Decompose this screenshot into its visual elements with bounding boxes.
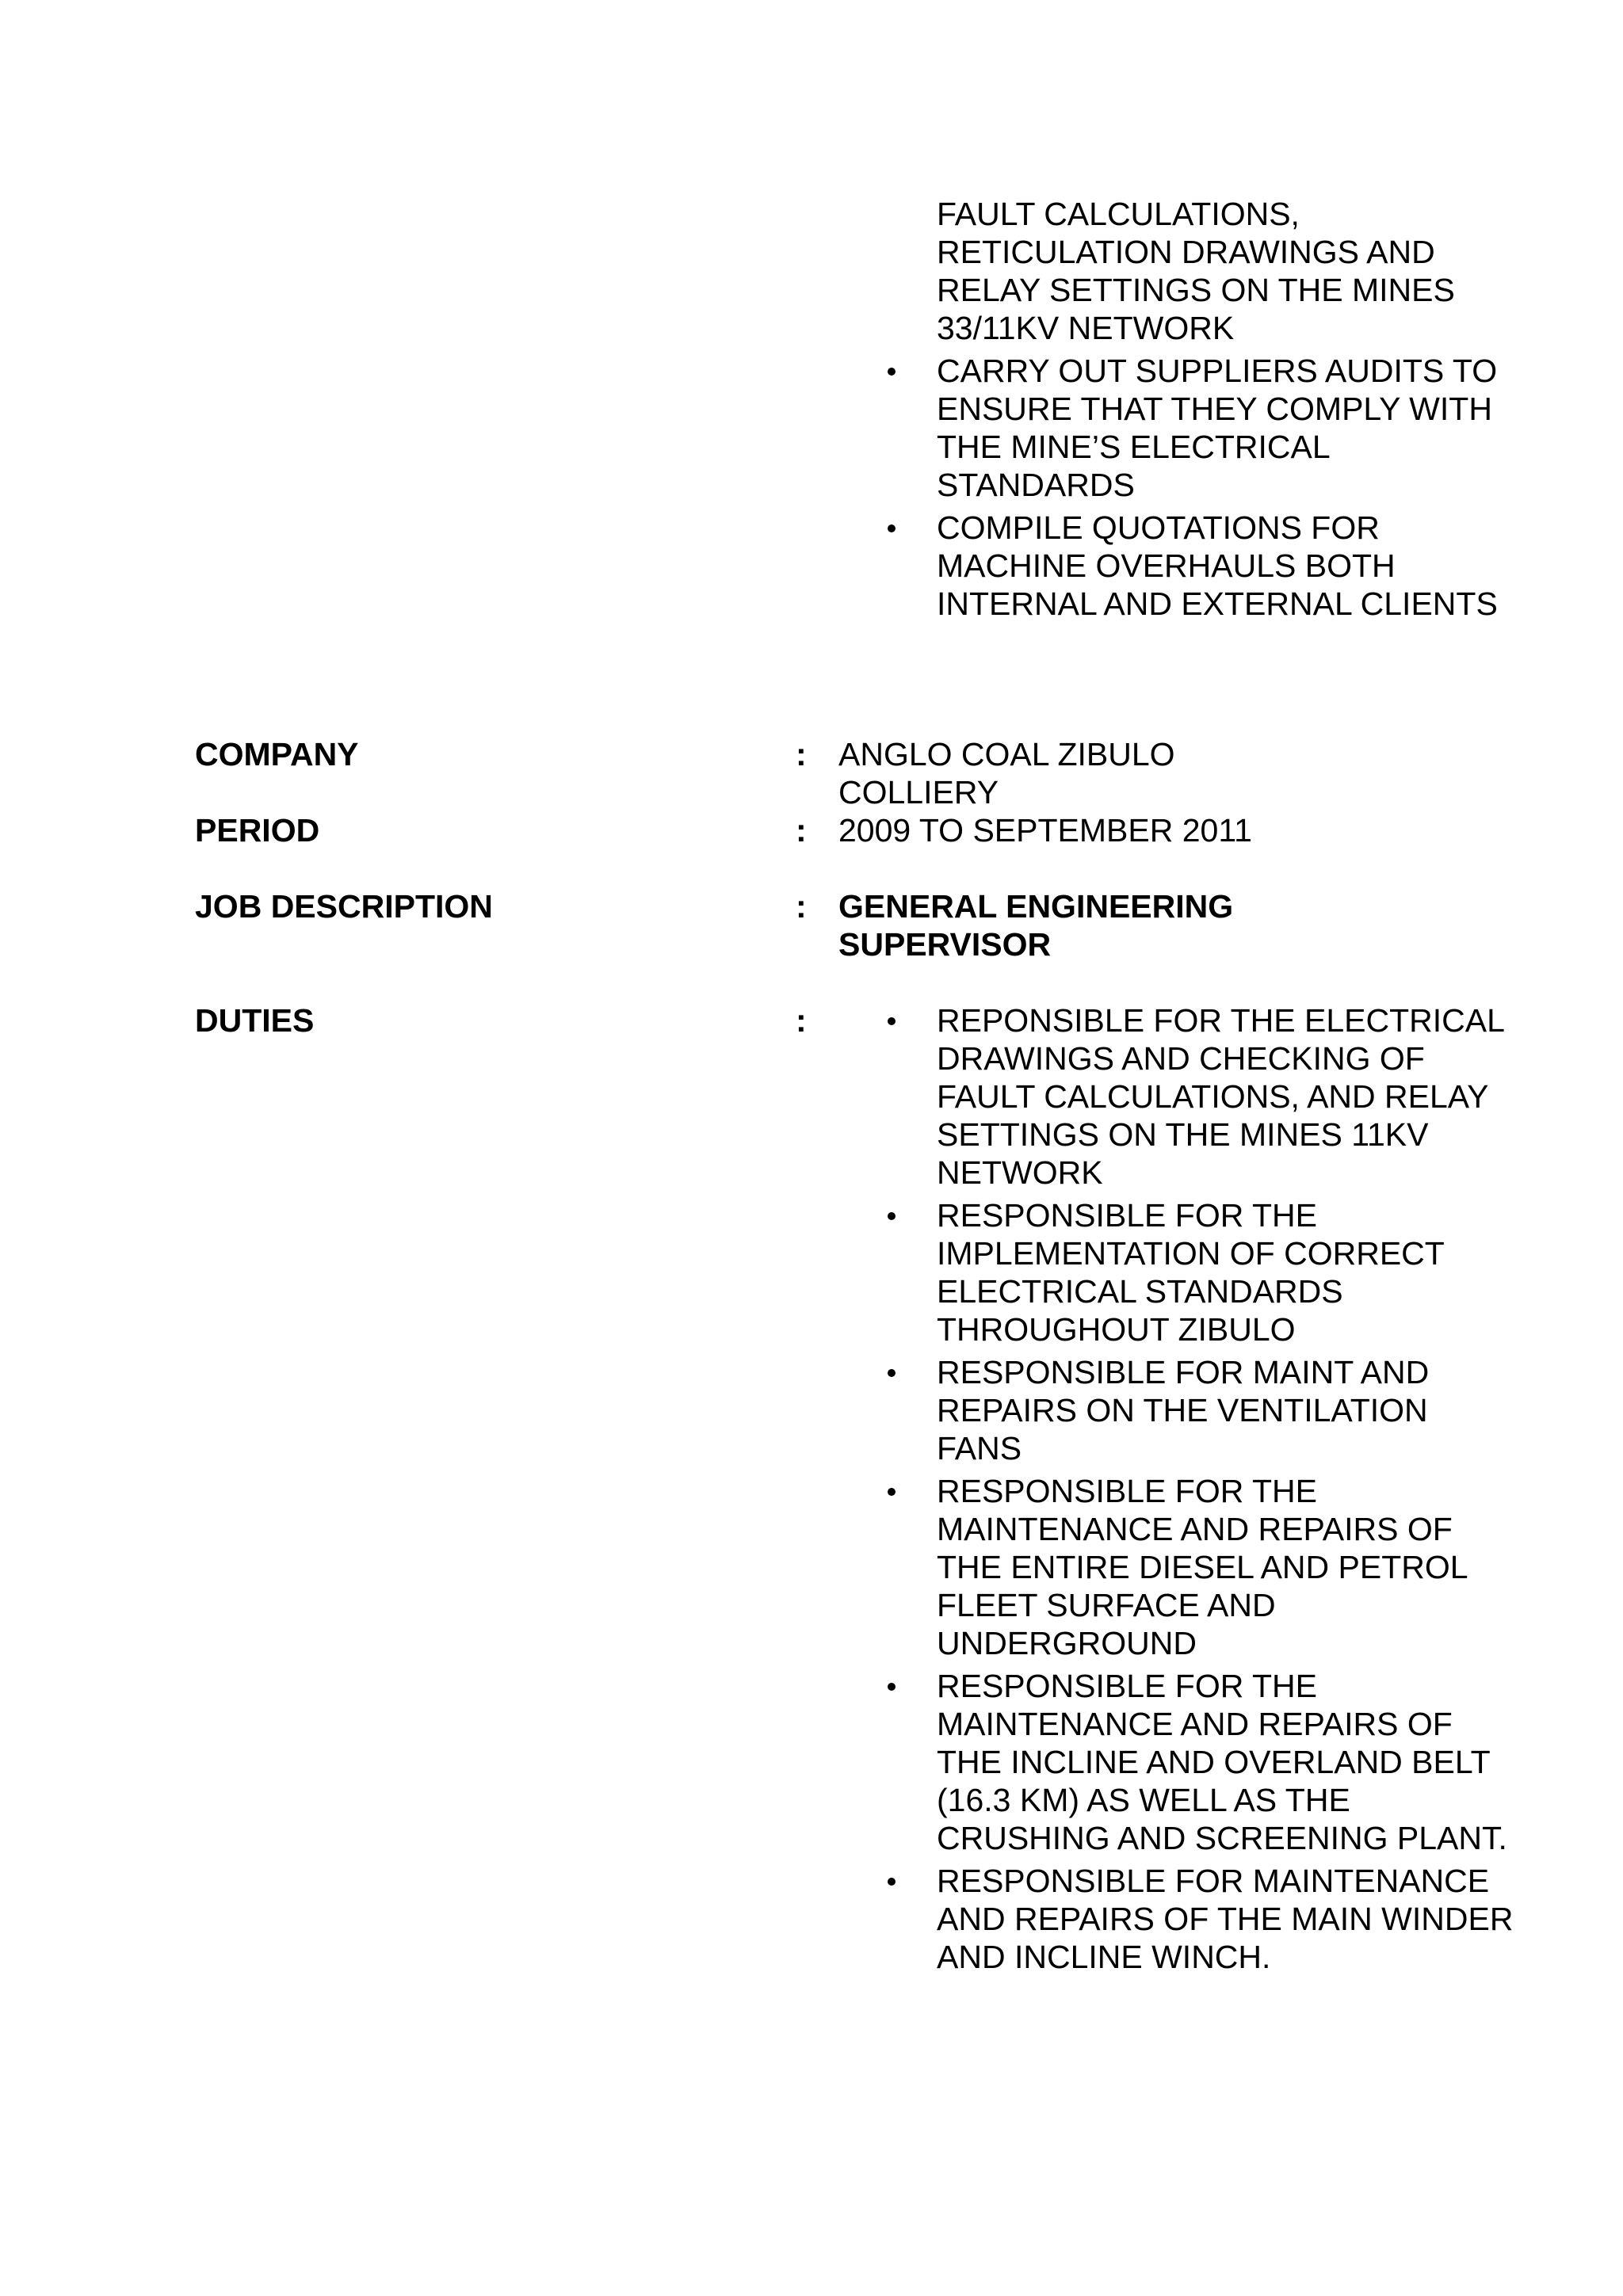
list-item — [880, 352, 1514, 504]
list-item-text: FAULT CALCULATIONS, RETICULATION DRAWINGS AND RELAY SETTINGS ON THE MINES 33/11KV NETWORK — [937, 196, 1455, 346]
bullet-icon — [888, 1017, 896, 1025]
list-item-text: COMPILE QUOTATIONS FOR MACHINE OVERHAULS BOTH INTERNAL AND EXTERNAL CLIENTS — [937, 509, 1498, 622]
company-value: ANGLO COAL ZIBULO COLLIERY — [838, 736, 1175, 810]
list-item — [880, 1001, 1514, 1192]
list-item — [880, 1353, 1514, 1467]
list-item — [880, 1862, 1514, 1976]
bullet-icon — [888, 1878, 896, 1886]
separator-colon: : — [796, 736, 807, 772]
list-item-text: RESPONSIBLE FOR MAINT AND REPAIRS ON THE VENTILATION FANS — [937, 1354, 1430, 1466]
list-item-text: REPONSIBLE FOR THE ELECTRICAL DRAWINGS AND CHECKING OF FAULT CALCULATIONS, AND RELAY SETTINGS ON THE MINES 11KV NETWORK — [937, 1002, 1504, 1191]
duties-list — [880, 1001, 1514, 1981]
list-item-text: RESPONSIBLE FOR THE MAINTENANCE AND REPAIRS OF THE ENTIRE DIESEL AND PETROL FLEET SURFACE AND UNDERGROUND — [937, 1473, 1468, 1661]
period-value: 2009 TO SEPTEMBER 2011 — [838, 812, 1252, 849]
separator-colon: : — [796, 812, 807, 849]
continued-duties-list — [880, 195, 1514, 627]
list-item — [880, 509, 1514, 623]
list-item-text: RESPONSIBLE FOR THE IMPLEMENTATION OF CORRECT ELECTRICAL STANDARDS THROUGHOUT ZIBULO — [937, 1197, 1445, 1348]
list-item — [880, 1196, 1514, 1348]
bullet-icon — [888, 1212, 896, 1220]
duties-label: DUTIES — [195, 1002, 315, 1039]
list-item — [880, 1472, 1514, 1662]
job-description-value: GENERAL ENGINEERING SUPERVISOR — [838, 888, 1234, 963]
list-item-text: RESPONSIBLE FOR MAINTENANCE AND REPAIRS OF THE MAIN WINDER AND INCLINE WINCH. — [937, 1863, 1514, 1975]
list-item — [880, 1667, 1514, 1857]
list-item — [880, 195, 1514, 347]
list-item-text: CARRY OUT SUPPLIERS AUDITS TO ENSURE THAT THEY COMPLY WITH THE MINE’S ELECTRICAL STANDARDS — [937, 353, 1498, 503]
bullet-icon — [888, 1369, 896, 1377]
job-description-label: JOB DESCRIPTION — [195, 888, 493, 925]
company-label: COMPANY — [195, 736, 359, 772]
period-label: PERIOD — [195, 812, 320, 849]
bullet-icon — [888, 368, 896, 376]
list-item-text: RESPONSIBLE FOR THE MAINTENANCE AND REPAIRS OF THE INCLINE AND OVERLAND BELT (16.3 KM) AS WELL AS THE CRUSHING AND SCREENING PLANT. — [937, 1668, 1507, 1856]
bullet-icon — [888, 524, 896, 532]
separator-colon: : — [796, 888, 807, 925]
separator-colon: : — [796, 1002, 807, 1039]
bullet-icon — [888, 1488, 896, 1496]
bullet-icon — [888, 1683, 896, 1691]
